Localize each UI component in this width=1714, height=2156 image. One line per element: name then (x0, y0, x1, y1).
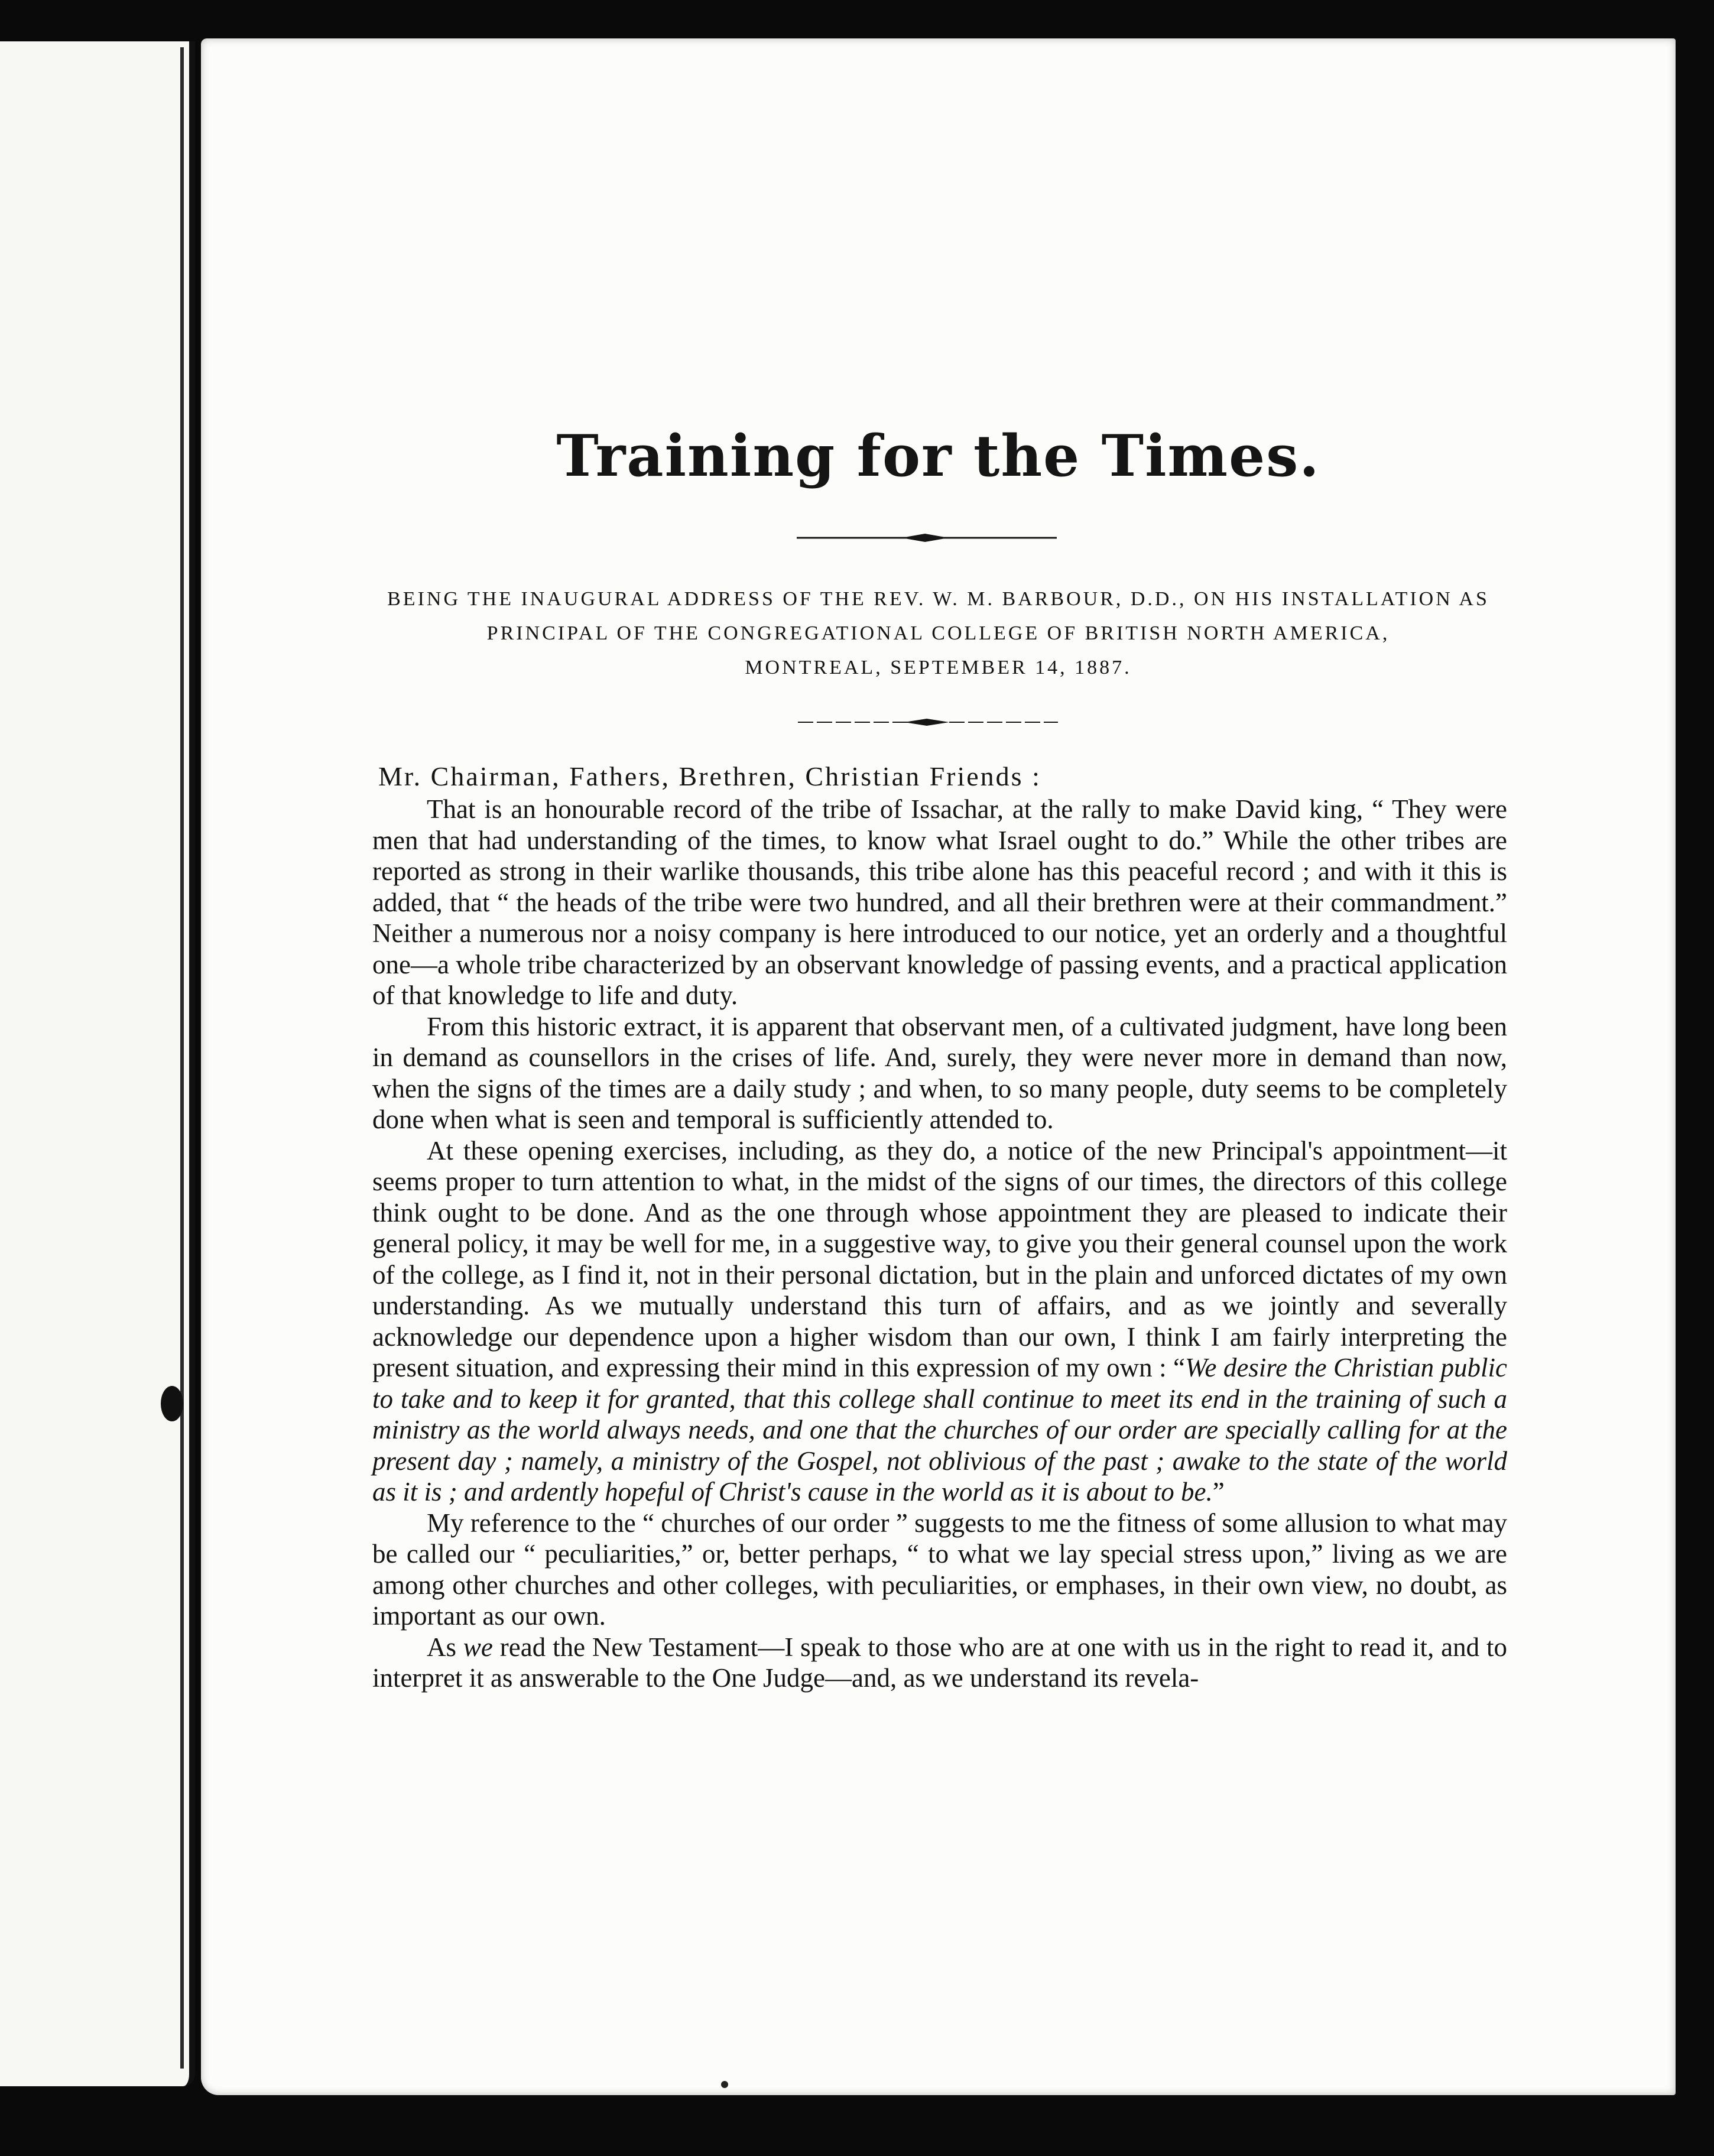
ornamental-rule-bottom (201, 713, 1676, 731)
paragraph-3-close-quote: ” (1212, 1477, 1225, 1506)
paragraph-5-rest: read the New Testament—I speak to those who are at one with us in the right to read it, and to interpret it as answerable to the One Judge—and, as we understand its revela- (372, 1632, 1508, 1693)
binding-mark (161, 1386, 183, 1421)
subtitle-line-2: PRINCIPAL OF THE CONGREGATIONAL COLLEGE OF BRITISH NORTH AMERICA, (486, 622, 1390, 644)
paragraph-4: My reference to the “ churches of our order ” suggests to me the fitness of some allusion to what may be called our “ peculiarities,” or, better perhaps, “ to what we lay special stress upon,” living as we are among other churches and other colleges, with peculiarities, or emphases, in their own view, no doubt, as important as our own. (372, 1508, 1507, 1631)
paragraph-1: That is an honourable record of the tribe of Issachar, at the rally to make David king, “ They were men that had understanding of the times, to know what Israel ought to do.” While the other tribes are reported as strong in their warlike thousands, this tribe alone has this peaceful record ; and with it this is added, that “ the heads of the tribe were two hundred, and all their brethren were at their commandment.” Neither a numerous nor a noisy company is here introduced to our notice, yet an orderly and a thoughtful one—a whole tribe characterized by an observant knowledge of passing events, and a practical application of that knowledge to life and duty. (372, 794, 1507, 1010)
paragraph-3 (372, 1135, 1507, 1508)
paragraph-3-text: At these opening exercises, including, as they do, a notice of the new Principal's appointment—it seems proper to turn attention to what, in the midst of the signs of our times, the directors of this college think ought to be done. And as the one through whose appointment they are pleased to indicate their general policy, it may be well for me, in a suggestive way, to give you their general counsel upon the work of the college, as I find it, not in their personal dictation, but in the plain and unforced dictates of my own understanding. As we mutually understand this turn of affairs, and as we jointly and severally acknowledge our dependence upon a higher wisdom than our own, I think I am fairly interpreting the present situation, and expressing their mind in this expression of my own : “ (372, 1135, 1507, 1382)
page-speck (721, 2081, 728, 2088)
binding-gutter (180, 47, 184, 2069)
facing-page-edge (0, 41, 195, 2086)
subtitle-line-3: MONTREAL, SEPTEMBER 14, 1887. (745, 657, 1132, 678)
paragraph-2: From this historic extract, it is apparent that observant men, of a cultivated judgment, have long been in demand as counsellors in the crises of life. And, surely, they were never more in demand than now, when the signs of the times are a daily study ; and when, to so many people, duty seems to be completely done when what is seen and temporal is sufficiently attended to. (372, 1011, 1507, 1134)
body-text (372, 794, 1507, 1694)
salutation: Mr. Chairman, Fathers, Brethren, Christian Friends : (378, 761, 1041, 791)
subtitle-line-1: BEING THE INAUGURAL ADDRESS OF THE REV. W. M. BARBOUR, D.D., ON HIS INSTALLATION AS (387, 588, 1489, 610)
ornamental-rule-top (201, 529, 1676, 547)
paragraph-5 (372, 1632, 1507, 1694)
paragraph-3-quotation: We desire the Christian public to take and to keep it for granted, that this college shall continue to meet its end in the training of such a ministry as the world always needs, and one that the churches of our order are specially calling for at the present day ; namely, a ministry of the Gospel, not oblivious of the past ; awake to the state of the world as it is ; and ardently hopeful of Christ's cause in the world as it is about to be. (372, 1353, 1508, 1506)
address-subtitle (378, 582, 1498, 685)
page-title: Training for the Times. (556, 423, 1320, 489)
paragraph-5-start: As (427, 1632, 457, 1662)
paragraph-5-emphasis: we (463, 1632, 493, 1662)
document-page (201, 38, 1676, 2095)
